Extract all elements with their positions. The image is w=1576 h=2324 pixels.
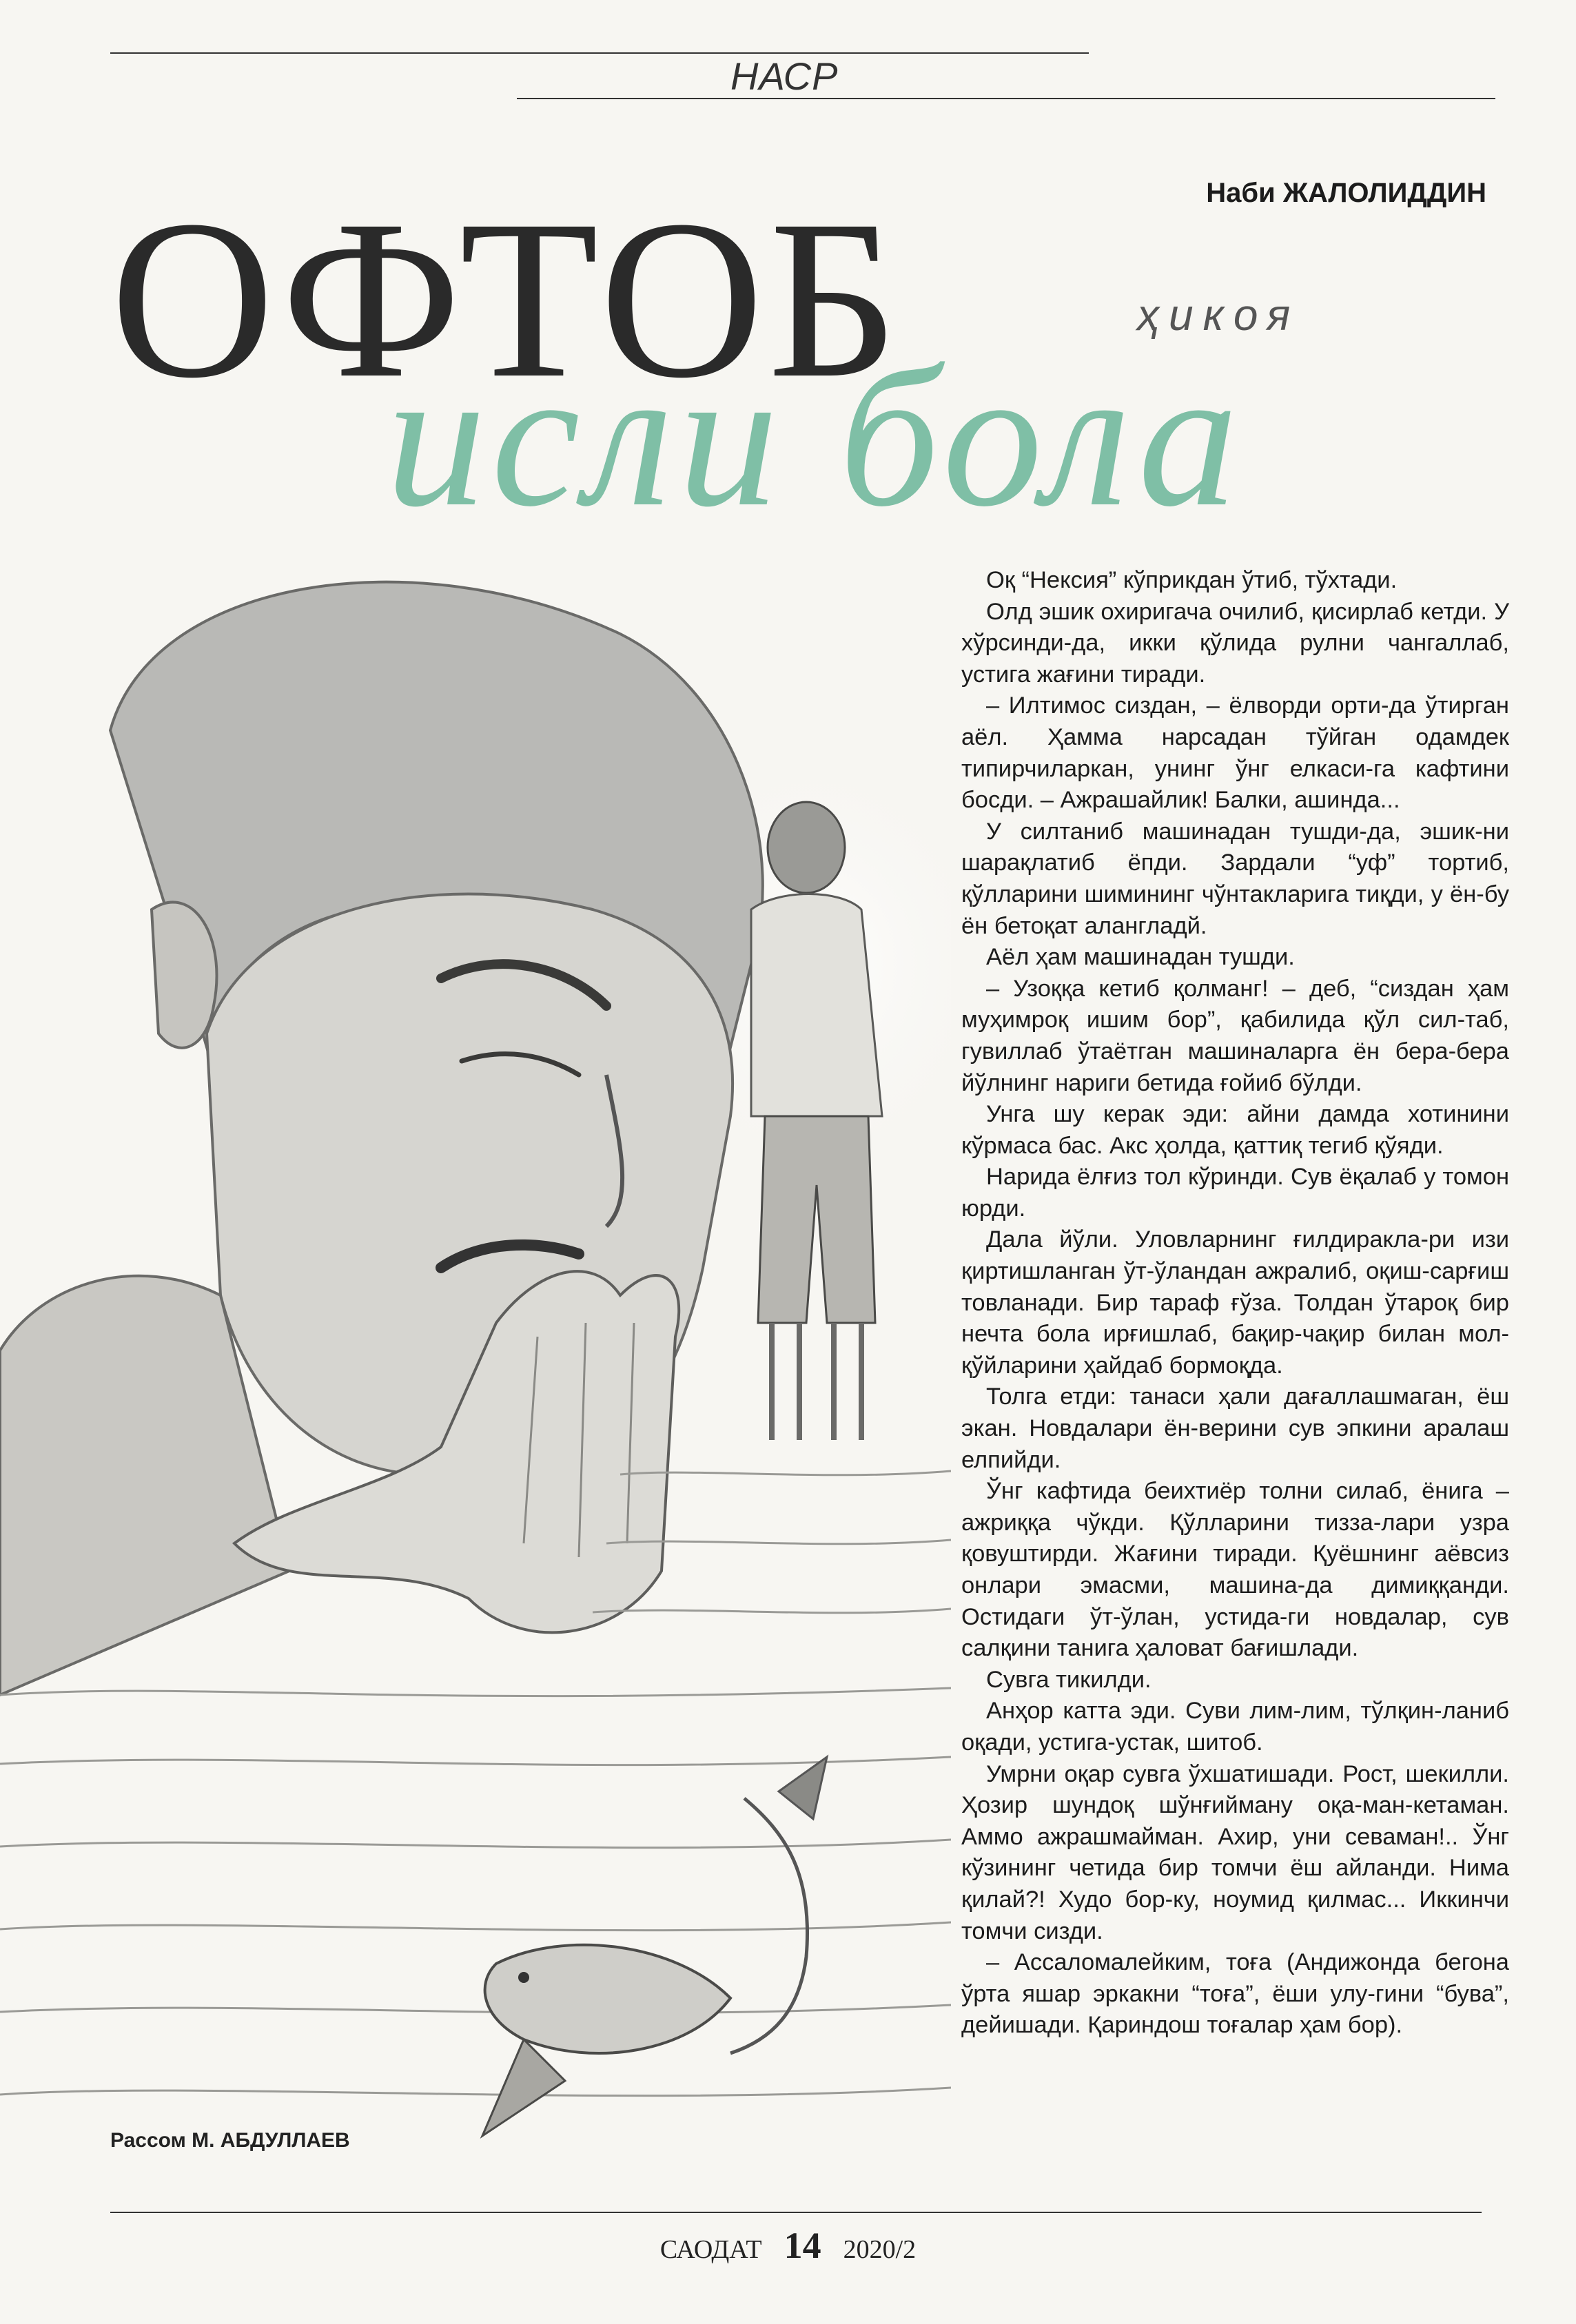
- article-paragraph: Сувга тикилди.: [986, 1666, 1152, 1693]
- article-paragraph: Анҳор катта эди. Суви лим-лим, тўлқин-ланиб оқади, устига-устак, шитоб.: [961, 1698, 1509, 1756]
- article-paragraph: – Ассаломалейким, тоға (Андижонда бегона ўрта яшар эркакни “тоға”, ёши улу-гини “бува”, дейишади. Қариндош тоғалар ҳам бор).: [961, 1949, 1509, 2039]
- article-body: [961, 565, 1509, 2042]
- footer-page-number: 14: [784, 2225, 821, 2266]
- article-paragraph: Олд эшик охиригача очилиб, қисирлаб кетди. У хўрсинди-да, икки қўлида рулни чангаллаб, устига жағини тиради.: [961, 598, 1509, 688]
- article-paragraph: У силтаниб машинадан тушди-да, эшик-ни шарақлатиб ёпди. Зардали “уф” тортиб, қўлларини шимининг чўнтакларига тиқди, у ён-бу ён бетоқат алангладй.: [961, 818, 1509, 939]
- title-line2: исли бола: [386, 327, 1244, 548]
- article-paragraph: Толга етди: танаси ҳали дағаллашмаган, ёш экан. Новдалари ён-верини сув эпкини аралаш елпийди.: [961, 1384, 1509, 1473]
- header-rule-top: [110, 52, 1089, 54]
- title-line1: ОФТОБ: [110, 174, 903, 425]
- author-name: Наби ЖАЛОЛИДДИН: [1206, 178, 1486, 208]
- article-paragraph: Аёл ҳам машинадан тушди.: [986, 944, 1295, 971]
- footer-issue: 2020/2: [843, 2235, 917, 2264]
- article-paragraph: Нарида ёлғиз тол кўринди. Сув ёқалаб у томон юрди.: [961, 1164, 1509, 1222]
- article-paragraph: Оқ “Нексия” кўприкдан ўтиб, тўхтади.: [986, 567, 1398, 593]
- genre-label: ҳикоя: [1137, 290, 1300, 340]
- article-paragraph: – Илтимос сиздан, – ёлворди орти-да ўтирган аёл. Ҳамма нарсадан тўйган одамдек типирчиларкан, унинг ўнг елкаси-га кафтини босди. – Ажрашайлик! Балки, ашинда...: [961, 692, 1509, 814]
- article-paragraph: Ўнг кафтида беихтиёр толни силаб, ёнига – ажриққа чўкди. Қўлларини тизза-лари узра қовуштирди. Жағини тиради. Қуёшнинг аёвсиз онлари эмасми, машина-да димиққанди. Остидаги ўт-ўлан, устида-ги новдалар, сув салқини танига ҳаловат бағишлади.: [961, 1478, 1509, 1662]
- page-footer: [0, 2224, 1576, 2267]
- section-label: НАСР: [730, 54, 839, 98]
- footer-magazine: САОДАТ: [659, 2235, 762, 2264]
- article-paragraph: Унга шу керак эди: айни дамда хотинини кўрмаса бас. Акс ҳолда, қаттиқ тегиб қўяди.: [961, 1101, 1509, 1159]
- illustration-sketch: [0, 524, 951, 2191]
- illustrator-credit: Рассом М. АБДУЛЛАЕВ: [110, 2129, 350, 2152]
- article-paragraph: – Узоққа кетиб қолманг! – деб, “сиздан ҳам муҳимроқ ишим бор”, қабилида қўл сил-таб, гувиллаб ўтаётган машиналарга ён бера-бера йўлнинг нариги бетида ғойиб бўлди.: [961, 975, 1509, 1096]
- footer-rule: [110, 2212, 1482, 2213]
- article-paragraph: Умрни оқар сувга ўхшатишади. Рост, шекилли. Ҳозир шундоқ шўнғиймaну оқа-ман-кетаман. Аммо ажрашмайман. Ахир, уни севаман!.. Ўнг кўзининг четида бир томчи ёш айланди. Нима қилай?! Худо бор-ку, ноумид қилмас... Иккинчи томчи сизди.: [961, 1760, 1509, 1944]
- header-rule-bottom: [517, 98, 1495, 99]
- article-paragraph: Дала йўли. Уловларнинг ғилдиракла-ри изи қиртишланган ўт-ўландан ажралиб, оқиш-сарғиш товланади. Бир тараф ғўза. Толдан ўтароқ бир нечта бола ирғишлаб, бақир-чақир билан мол-қўйларини ҳайдаб бормоқда.: [961, 1226, 1509, 1379]
